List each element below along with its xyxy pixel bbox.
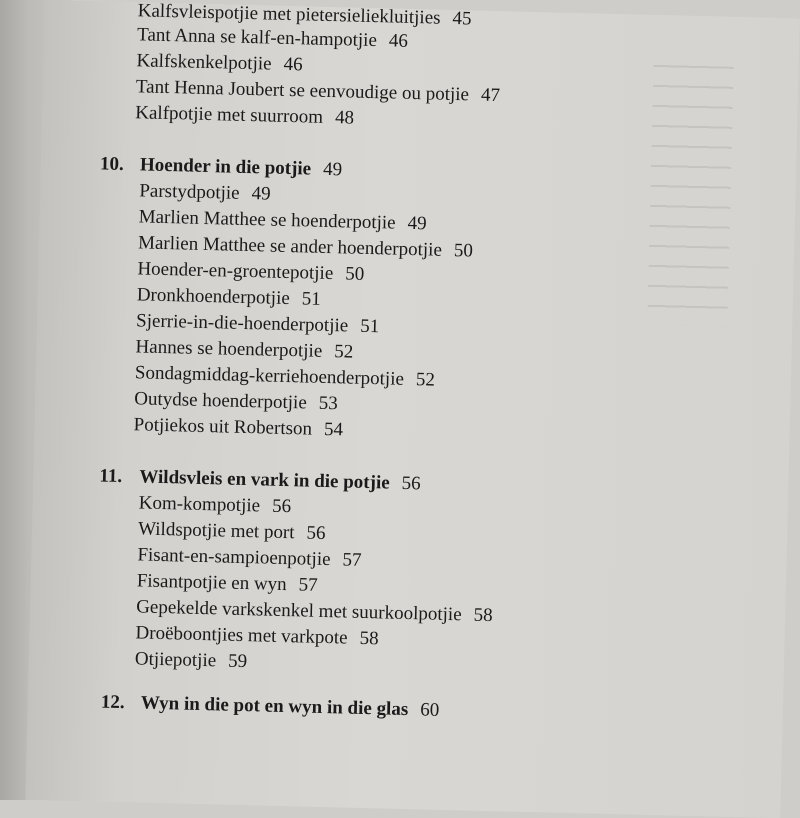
chapter-heading: 10. Hoender in die potjie 49 (99, 153, 343, 181)
chapter-heading: 11. Wildsvleis en vark in die potjie 56 (99, 465, 421, 495)
toc-entry: Dronkhoenderpotjie 51 (136, 284, 322, 310)
toc-entry: Kom-kompotjie 56 (138, 492, 292, 518)
toc-entry: Kalfskenkelpotjie 46 (136, 50, 303, 76)
toc-entry: Kalfsvleispotjie met pietersieliekluitjies 45 (137, 0, 472, 30)
toc-entry: Sjerrie-in-die-hoenderpotjie 51 (135, 310, 380, 338)
toc-entry: Sondagmiddag-kerriehoenderpotjie 52 (134, 362, 436, 391)
book-page (25, 0, 799, 818)
toc-entry: Hoender-en-groentepotjie 50 (137, 258, 365, 285)
toc-entry: Wildspotjie met port 56 (137, 518, 326, 545)
toc-entry: Marlien Matthee se hoenderpotjie 49 (138, 206, 427, 235)
toc-entry: Parstydpotjie 49 (139, 180, 271, 205)
toc-entry: Droëboontjies met varkpote 58 (135, 622, 379, 650)
chapter-heading: 12. Wyn in die pot en wyn in die glas 60 (100, 691, 440, 721)
toc-entry: Tant Henna Joubert se eenvoudige ou potjie 47 (135, 76, 501, 107)
toc-entry: Outydse hoenderpotjie 53 (134, 388, 339, 415)
show-through-text (647, 65, 733, 327)
toc-entry: Fisantpotjie en wyn 57 (136, 570, 318, 596)
toc-entry: Hannes se hoenderpotjie 52 (135, 336, 354, 363)
toc-entry: Kalfpotjie met suurroom 48 (135, 102, 355, 129)
toc-entry: Tant Anna se kalf-en-hampotjie 46 (136, 24, 409, 52)
toc-entry: Gepekelde varkskenkel met suurkoolpotjie 58 (135, 596, 493, 627)
toc-entry: Otjiepotjie 59 (134, 648, 248, 673)
toc-entry: Potjiekos uit Robertson 54 (133, 414, 344, 441)
toc-entry: Marlien Matthee se ander hoenderpotjie 50 (137, 232, 474, 262)
toc-entry: Fisant-en-sampioenpotjie 57 (137, 544, 362, 571)
